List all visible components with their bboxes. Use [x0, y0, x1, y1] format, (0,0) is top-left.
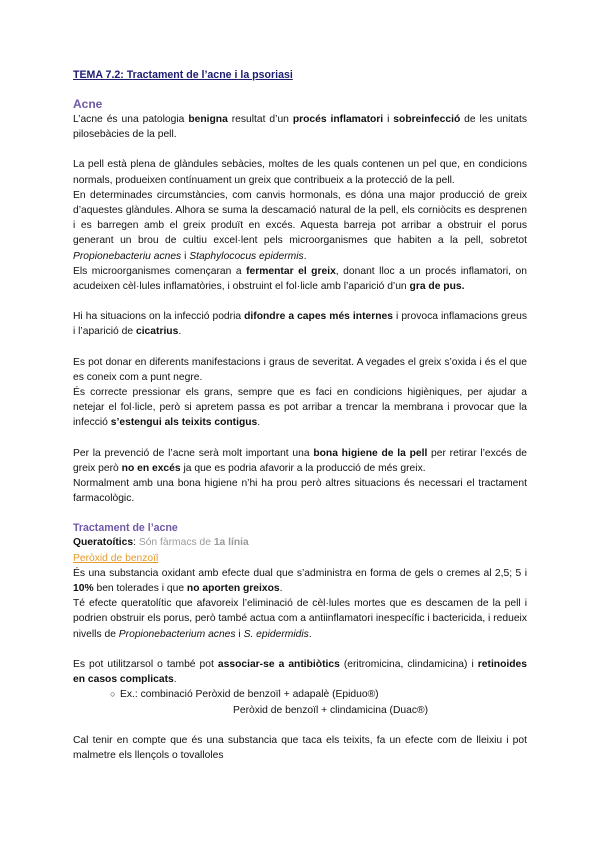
section-heading-acne: Acne	[73, 97, 103, 111]
circle-bullet-icon: ○	[110, 689, 116, 700]
subheading-benzoyl-peroxide: Peròxid de benzoïl	[73, 552, 159, 564]
paragraph-sebaceous-glands: La pell està plena de glàndules sebàcies, moltes de les quals contenen un pel que, en condicions normals, produeixen contínuament un greix que contribueix a la protecció de la pell.	[73, 159, 527, 186]
paragraph-pharmacological: Normalment amb una bona higiene n’hi ha prou però altres situacions és necessari el tractament farmacològic.	[73, 478, 527, 505]
paragraph-antibiotics: Es pot utilitzarsol o també pot associar-se a antibiòtics (eritromicina, clindamicina) i retinoides en casos complicats.	[73, 658, 527, 686]
paragraph-acne-definition: L’acne és una patologia benigna resultat d’un procés inflamatori i sobreinfecció de les unitats pilosebàcies de la pell.	[73, 114, 527, 141]
paragraph-severity: Es pot donar en diferents manifestacions i graus de severitat. A vegades el greix s’oxida i és el que es coneix com a punt negre.	[73, 356, 527, 383]
paragraph-prevention: Per la prevenció de l’acne serà molt important una bona higiene de la pell per retirar l’excés de greix però no en excés ja que es podria afavorir a la producció de més greix.	[73, 447, 527, 474]
document-content	[73, 68, 527, 763]
document-title: TEMA 7.2: Tractament de l’acne i la psoriasi	[73, 69, 293, 81]
paragraph-benzoyl-oxidant: És una substancia oxidant amb efecte dual que s’administra en forma de gels o cremes al 2,5; 5 i 10% ben tolerades i que no aporten greixos.	[73, 567, 527, 595]
paragraph-hormonal-changes: En determinades circumstàncies, com canvis hormonals, es dóna una major producció de greix d’aquestes glàndules. Alhora se suma la descamació natural de la pell, els corniòcits es desprenen i es barregen amb el greix produït en excés. Aquesta barreja pot arribar a obstruir el porus generant un brou de cultiu excel·lent pels microorganismes que habiten a la pell, sobretot Propionebacteriu acnes i Staphylococus epidermis.	[73, 189, 527, 262]
paragraph-fermentation: Els microorganismes començaran a fermentar el greix, donant lloc a un procés inflamatori, on acudeixen cèl·lules inflamatòries, i obstruint el fol·licle amb l’aparició d’un gra de pus.	[73, 265, 528, 293]
example-line-epiduo: ○ Ex.: combinació Peròxid de benzoïl + adapalè (Epiduo®)	[73, 687, 527, 702]
example-line-duac: Peròxid de benzoïl + clindamicina (Duac®)	[233, 704, 429, 716]
section-heading-treatment: Tractament de l’acne	[73, 522, 178, 535]
paragraph-stains: Cal tenir en compte que és una substancia que taca els teixits, fa un efecte com de lleixiu i pot malmetre els llençols o tovalloles	[73, 734, 527, 761]
paragraph-deep-infection: Hi ha situacions on la infecció podria difondre a capes més internes i provoca inflamacions greus i l’aparició de cicatrius.	[73, 311, 527, 338]
paragraph-pressing-pimples: És correcte pressionar els grans, sempre que es faci en condicions higièniques, per ajudar a netejar el fol·licle, però si apretem passa es pot arribar a trencar la membrana i provocar que la infecció s’estengui als teixits contigus.	[73, 387, 527, 429]
paragraph-benzoyl-keratolytic: Té efecte queratolític que afavoreix l’eliminació de cèl·lules mortes que es descamen de la pell i podrien obstruir els porus, però també actua com a antiinflamatori inespecífic i bactericida, i redueix nivells de Propionebacterium acnes i S. epidermidis.	[73, 598, 527, 640]
keratolytics-line: Queratoítics: Són fàrmacs de 1a línia	[73, 537, 249, 549]
